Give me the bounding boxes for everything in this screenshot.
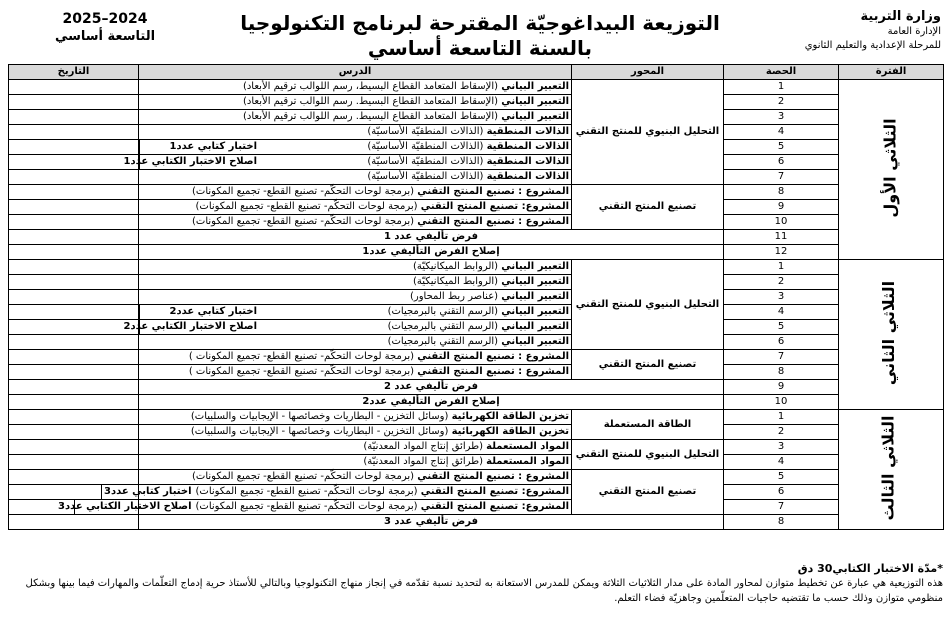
period-cell	[839, 260, 944, 410]
lesson-title: التعبير البياني	[501, 336, 569, 347]
lesson-title: التعبير البياني	[501, 96, 569, 107]
lesson-cell	[103, 485, 572, 500]
date-cell	[9, 125, 139, 140]
date-cell	[9, 305, 139, 320]
lesson-cell	[123, 320, 572, 335]
lesson-title: المشروع: تصنيع المنتج التقني	[420, 501, 569, 512]
lesson-cell	[139, 425, 572, 440]
lesson-title: الذالات المنطقية	[486, 126, 569, 137]
date-cell	[9, 455, 139, 470]
page-subtitle: بالسنة التاسعة أساسي	[367, 36, 593, 60]
table-row	[9, 110, 944, 125]
session-number: 2	[724, 95, 839, 110]
table-row	[9, 170, 944, 185]
date-cell	[9, 170, 139, 185]
session-number: 11	[724, 230, 839, 245]
lesson-cell	[139, 200, 572, 215]
lesson-title: تخزين الطاقة الكهربائية	[451, 426, 569, 437]
lesson-cell	[139, 170, 572, 185]
lesson-detail: (الذالات المنطقيّة الأساسيّة)	[367, 126, 487, 137]
session-number: 7	[724, 500, 839, 515]
lesson-cell	[139, 455, 572, 470]
lesson-cell	[139, 440, 572, 455]
written-test-label: اختبار كتابي عدد2	[139, 305, 259, 319]
lesson-detail: (طرائق إنتاج المواد المعدنيّة)	[363, 441, 487, 452]
lesson-cell	[139, 350, 572, 365]
lesson-detail: (وسائل التخزين - البطاريات وخصائصها - الإيجابيات والسلبيات)	[190, 426, 452, 437]
written-test-label: اختبار كتابي عدد3	[101, 485, 194, 499]
table-row	[9, 350, 944, 365]
table-row	[9, 215, 944, 230]
table-row	[9, 290, 944, 305]
date-cell	[9, 140, 139, 155]
lesson-cell	[139, 95, 572, 110]
lesson-title: تخزين الطاقة الكهربائية	[451, 411, 569, 422]
session-number: 10	[724, 395, 839, 410]
table-header-row	[9, 65, 944, 80]
lesson-title: المشروع: تصنيع المنتج التقني	[420, 486, 569, 497]
lesson-title: التعبير البياني	[501, 261, 569, 272]
lesson-title: الذالات المنطقية	[486, 171, 569, 182]
distribution-table	[8, 64, 944, 530]
date-cell	[9, 275, 139, 290]
session-number: 7	[724, 350, 839, 365]
exam-cell: فرض تأليفي عدد 1	[139, 230, 724, 245]
lesson-cell	[139, 125, 572, 140]
table-row	[9, 380, 944, 395]
written-test-label: اصلاح الاختبار الكتابي عدد1	[123, 156, 257, 167]
lesson-cell	[139, 260, 572, 275]
period-name: الثلاثي الأول	[880, 118, 900, 218]
exam-cell: فرض تأليفي عدد 2	[139, 380, 724, 395]
lesson-detail: (الإسقاط المتعامد القطاع البسيط. رسم اللوالب ترقيم الأبعاد)	[242, 96, 502, 107]
table-row	[9, 335, 944, 350]
table-row	[9, 245, 944, 260]
date-cell	[9, 425, 139, 440]
date-cell	[9, 440, 139, 455]
lesson-cell	[139, 335, 572, 350]
lesson-title: المشروع : تصنيع المنتج التقني	[417, 186, 569, 197]
axis-cell: تصنيع المنتج التقني	[572, 185, 724, 230]
school-year: 2025–2024	[62, 11, 148, 27]
lesson-detail: (برمجة لوحات التحكّم- تصنيع القطع- تجميع المكونات )	[188, 351, 418, 362]
lesson-detail: (الإسقاط المتعامد القطاع البسيط، رسم اللوالب ترقيم الأبعاد)	[242, 81, 502, 92]
session-number: 8	[724, 185, 839, 200]
lesson-title: التعبير البياني	[501, 81, 569, 92]
lesson-title: الذالات المنطقية	[486, 156, 569, 167]
table-row	[9, 95, 944, 110]
lesson-detail: (طرائق إنتاج المواد المعدنيّة)	[363, 456, 487, 467]
exam-duration-note: *مدّة الاختبار الكتابي30 دق	[797, 562, 943, 575]
lesson-detail: (برمجة لوحات التحكّم- تصنيع القطع- تجميع المكونات)	[195, 486, 421, 497]
exam-cell: إصلاح الفرض التأليفي عدد2	[139, 395, 724, 410]
session-number: 5	[724, 140, 839, 155]
header-session: الحصة	[724, 65, 839, 80]
session-number: 8	[724, 515, 839, 530]
lesson-title: الذالات المنطقية	[486, 141, 569, 152]
lesson-cell	[139, 365, 572, 380]
date-cell	[9, 260, 139, 275]
lesson-title: المشروع : تصنيع المنتج التقني	[417, 216, 569, 227]
lesson-detail: (الذالات المنطقيّة الأساسيّة)	[367, 141, 487, 152]
table-row	[9, 410, 944, 425]
header-lesson: الدرس	[139, 65, 572, 80]
lesson-detail: (الإسقاط المتعامد القطاع البسيط. رسم اللوالب ترقيم الأبعاد)	[242, 111, 502, 122]
table-row	[9, 275, 944, 290]
table-row	[9, 440, 944, 455]
date-cell	[9, 155, 139, 170]
written-test-label: اصلاح الاختبار الكتابي عدد3	[57, 501, 192, 512]
table-row	[9, 260, 944, 275]
lesson-detail: (الرسم التقني بالبرمجيات)	[387, 336, 502, 347]
header-period: الفترة	[839, 65, 944, 80]
date-cell	[9, 290, 139, 305]
lesson-cell	[139, 110, 572, 125]
axis-cell: الطاقة المستعملة	[572, 410, 724, 440]
lesson-detail: (برمجة لوحات التحكّم- تصنيع القطع- تجميع المكونات)	[195, 501, 421, 512]
date-cell	[9, 320, 139, 335]
session-number: 4	[724, 305, 839, 320]
lesson-title: التعبير البياني	[501, 111, 569, 122]
table-row	[9, 125, 944, 140]
session-number: 2	[724, 425, 839, 440]
title-block	[240, 10, 720, 60]
table-row	[9, 320, 944, 335]
date-cell	[9, 95, 139, 110]
date-cell	[9, 470, 139, 485]
date-cell	[9, 80, 139, 95]
lesson-title: المشروع : تصنيع المنتج التقني	[417, 366, 569, 377]
lesson-title: التعبير البياني	[501, 291, 569, 302]
lesson-detail: (برمجة لوحات التحكّم- تصنيع القطع- تجميع المكونات)	[195, 201, 421, 212]
session-number: 1	[724, 80, 839, 95]
header-axis: المحور	[572, 65, 724, 80]
session-number: 9	[724, 200, 839, 215]
session-number: 1	[724, 260, 839, 275]
lesson-detail: (الرسم التقني بالبرمجيات)	[387, 306, 502, 317]
note-text-line1: هذه التوزيعية هي عبارة عن تخطيط متوازن لمحاور المادة على مدار الثلاثيات الثلاثة ويمكن للمدرس الاستعانة به لتحديد نسبة تقدّمه في إنجاز منهاج التكنولوجيا وبالتالي للأستاذ حرية إدماج التعلّمات والمهارات فيما بينها وبشكل	[25, 578, 943, 589]
lesson-cell	[57, 500, 572, 515]
table-row	[9, 425, 944, 440]
written-test-label: اختبار كتابي عدد1	[139, 140, 259, 154]
date-cell	[9, 245, 139, 260]
period-name: الثلاثي الثالث	[878, 415, 898, 521]
session-number: 1	[724, 410, 839, 425]
year-block	[30, 10, 180, 46]
date-cell	[9, 410, 139, 425]
table-row	[9, 80, 944, 95]
date-cell	[9, 215, 139, 230]
lesson-cell	[123, 155, 572, 170]
table-row	[9, 470, 944, 485]
exam-cell: إصلاح الفرض التأليفي عدد1	[139, 245, 724, 260]
session-number: 3	[724, 290, 839, 305]
lesson-cell	[139, 470, 572, 485]
date-cell	[9, 335, 139, 350]
lesson-detail: (الذالات المنطقيّة الأساسيّة)	[367, 156, 487, 167]
date-cell	[9, 110, 139, 125]
table-row	[9, 515, 944, 530]
axis-cell: التحليل البنيوي للمنتج التقني	[572, 440, 724, 470]
note-text-line2: منظومي متوازن وذلك حسب ما تقتضيه حاجيات المتعلّمين وجاهزيّة فضاء التعلم.	[614, 593, 943, 604]
ministry-name: وزارة التربية	[860, 9, 941, 24]
session-number: 8	[724, 365, 839, 380]
lesson-title: المشروع : تصنيع المنتج التقني	[417, 471, 569, 482]
date-cell	[9, 515, 139, 530]
lesson-detail: (الذالات المنطقيّة الأساسيّة)	[367, 171, 487, 182]
table-row	[9, 305, 944, 320]
session-number: 9	[724, 380, 839, 395]
session-number: 12	[724, 245, 839, 260]
table-row	[9, 200, 944, 215]
lesson-cell	[139, 80, 572, 95]
period-cell	[839, 80, 944, 260]
axis-cell: تصنيع المنتج التقني	[572, 470, 724, 515]
session-number: 3	[724, 440, 839, 455]
date-cell	[9, 200, 139, 215]
lesson-cell	[139, 305, 572, 320]
lesson-cell	[139, 215, 572, 230]
session-number: 2	[724, 275, 839, 290]
session-number: 5	[724, 320, 839, 335]
table-row	[9, 455, 944, 470]
date-cell	[9, 230, 139, 245]
session-number: 4	[724, 455, 839, 470]
lesson-title: التعبير البياني	[501, 321, 569, 332]
lesson-detail: (عناصر ربط المحاور)	[410, 291, 502, 302]
axis-cell: التحليل البنيوي للمنتج التقني	[572, 80, 724, 185]
session-number: 6	[724, 155, 839, 170]
lesson-detail: (الروابط الميكانيكيّة)	[412, 276, 502, 287]
axis-cell: تصنيع المنتج التقني	[572, 350, 724, 380]
lesson-detail: (وسائل التخزين - البطاريات وخصائصها - الإيجابيات والسلبيات)	[190, 411, 452, 422]
lesson-title: المواد المستعملة	[486, 456, 569, 467]
session-number: 3	[724, 110, 839, 125]
lesson-detail: (برمجة لوحات التحكّم- تصنيع القطع- تجميع المكونات)	[192, 471, 418, 482]
lesson-title: المشروع : تصنيع المنتج التقني	[417, 351, 569, 362]
period-cell	[839, 410, 944, 530]
session-number: 6	[724, 335, 839, 350]
session-number: 4	[724, 125, 839, 140]
stage-name: للمرحلة الإعدادية والتعليم الثانوي	[804, 40, 941, 51]
session-number: 10	[724, 215, 839, 230]
lesson-title: المواد المستعملة	[486, 441, 569, 452]
session-number: 5	[724, 470, 839, 485]
date-cell	[9, 185, 139, 200]
period-name: الثلاثي الثاني	[878, 280, 898, 386]
written-test-label: اصلاح الاختبار الكتابي عدد2	[123, 321, 257, 332]
lesson-cell	[139, 290, 572, 305]
session-number: 7	[724, 170, 839, 185]
date-cell	[9, 350, 139, 365]
table-row	[9, 395, 944, 410]
lesson-detail: (الرسم التقني بالبرمجيات)	[387, 321, 502, 332]
lesson-detail: (الروابط الميكانيكيّة)	[412, 261, 502, 272]
date-cell	[9, 380, 139, 395]
lesson-title: المشروع: تصنيع المنتج التقني	[420, 201, 569, 212]
lesson-cell	[139, 185, 572, 200]
lesson-cell	[139, 275, 572, 290]
exam-cell: فرض تأليفي عدد 3	[139, 515, 724, 530]
header-date: التاريخ	[9, 65, 139, 80]
date-cell	[9, 365, 139, 380]
directorate-name: الإدارة العامة	[887, 26, 941, 37]
lesson-cell	[139, 410, 572, 425]
lesson-title: التعبير البياني	[501, 306, 569, 317]
lesson-detail: (برمجة لوحات التحكّم- تصنيع القطع- تجميع المكونات)	[192, 216, 418, 227]
page-title: التوزيعة البيداغوجيّة المقترحة لبرنامج التكنولوجيا	[240, 11, 720, 35]
lesson-cell	[139, 140, 572, 155]
table-row	[9, 365, 944, 380]
date-cell	[9, 395, 139, 410]
table-row	[9, 485, 944, 500]
table-row	[9, 185, 944, 200]
lesson-detail: (برمجة لوحات التحكّم- تصنيع القطع- تجميع المكونات )	[188, 366, 418, 377]
lesson-title: التعبير البياني	[501, 276, 569, 287]
table-row	[9, 155, 944, 170]
table-row	[9, 500, 944, 515]
notes	[8, 562, 943, 606]
table-row	[9, 140, 944, 155]
lesson-detail: (برمجة لوحات التحكّم- تصنيع القطع- تجميع المكونات)	[192, 186, 418, 197]
ministry-block	[791, 9, 941, 53]
session-number: 6	[724, 485, 839, 500]
table-row	[9, 230, 944, 245]
axis-cell: التحليل البنيوي للمنتج التقني	[572, 260, 724, 350]
grade-level: التاسعة أساسي	[54, 29, 156, 44]
